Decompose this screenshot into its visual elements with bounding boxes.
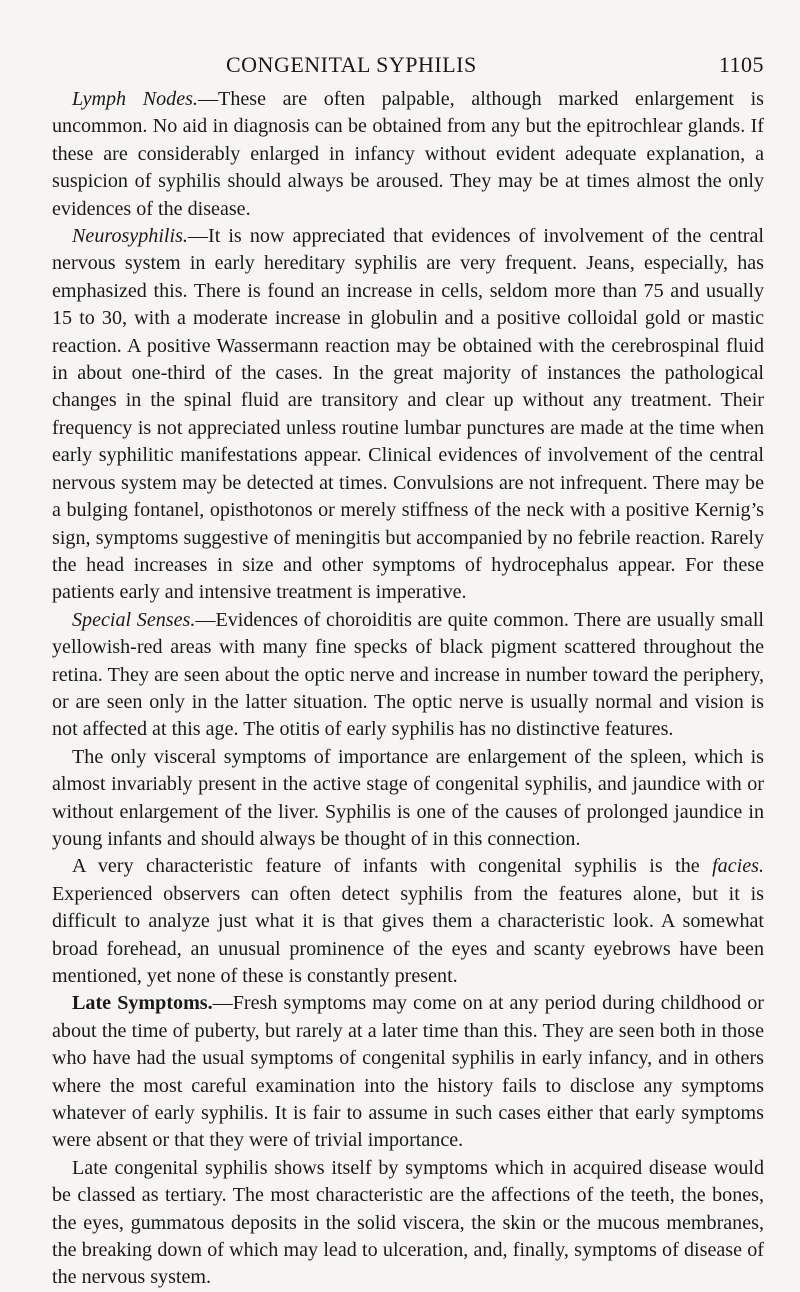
page-number: 1105	[718, 52, 764, 77]
text-neurosyphilis: —It is now appreciated that evidences of involvement of the central nervous system in early hereditary syphilis are very frequent. Jeans, especially, has emphasized this. There is found an increase in cells, seldom more than 75 and usually 15 to 30, with a moderate increase in globulin and a positive colloidal gold or mastic reaction. A positive Wassermann reaction may be obtained with the cerebrospinal fluid in about one-third of the cases. In the great majority of instances the pathological changes in the spinal fluid are transitory and clear up without any treatment. Their frequency is not appreciated unless routine lumbar punctures are made at the time when early syphilitic manifestations appear. Clinical evidences of involvement of the central nervous system may be detected at times. Convulsions are not infrequent. There may be a bulging fontanel, opisthotonos or merely stiffness of the neck with a positive Kernig’s sign, symptoms suggestive of meningitis but accompanied by no febrile reaction. Rarely the head increases in size and other symptoms of hydrocephalus appear. For these patients early and intensive treatment is imperative.	[52, 225, 764, 604]
text-late-symptoms: —Fresh symptoms may come on at any period during childhood or about the time of puberty, but rarely at a later time than this. They are seen both in those who have had the usual symptoms of congenital syphilis in early infancy, and in others where the most careful examination into the history fails to disclose any symptoms whatever of early syphilis. It is fair to assume in such cases either that early symptoms were absent or that they were of trivial importance.	[52, 992, 764, 1152]
page	[52, 52, 764, 1292]
text-special-senses: —Evidences of choroiditis are quite common. There are usually small yellowish-red areas with many fine specks of black pigment scattered throughout the retina. They are seen about the optic nerve and increase in number toward the periphery, or are seen only in the latter situation. The optic nerve is usually normal and vision is not affected at this age. The otitis of early syphilis has no distinctive features.	[52, 608, 764, 741]
text-late-congenital: Late congenital syphilis shows itself by symptoms which in acquired disease would be classed as tertiary. The most characteristic are the affections of the teeth, the bones, the eyes, gummatous deposits in the solid viscera, the skin or the mucous membranes, the breaking down of which may lead to ulceration, and, finally, symptoms of disease of the nervous system.	[52, 1156, 764, 1289]
paragraph-late-congenital	[52, 1155, 764, 1292]
heading-neurosyphilis: Neurosyphilis.	[72, 225, 188, 248]
text-lymph-nodes: —These are often palpable, although marked enlargement is uncommon. No aid in diagnosis can be obtained from any but the epitrochlear glands. If these are considerably enlarged in infancy without evident adequate explanation, a suspicion of syphilis should always be aroused. They may be at times almost the only evidences of the disease.	[52, 88, 764, 220]
paragraph-lymph-nodes	[52, 86, 764, 223]
text-visceral: The only visceral symptoms of importance are enlargement of the spleen, which is almost invariably present in the active stage of congenital syphilis, and jaundice with or without enlargement of the liver. Syphilis is one of the causes of prolonged jaundice in young infants and should always be thought of in this connection.	[52, 745, 764, 850]
body-text	[52, 86, 764, 1292]
heading-late-symptoms: Late Symptoms.	[72, 992, 213, 1015]
text-facies-before: A very characteristic feature of infants with congenital syphilis is the	[72, 855, 713, 878]
paragraph-late-symptoms	[52, 990, 764, 1154]
running-head	[52, 52, 764, 86]
paragraph-neurosyphilis	[52, 223, 764, 607]
paragraph-visceral	[52, 744, 764, 854]
paragraph-special-senses	[52, 607, 764, 744]
text-facies-after: Experienced observers can often detect syphilis from the features alone, but it is difficult to analyze just what it is that gives them a characteristic look. A somewhat broad forehead, an unusual prominence of the eyes and scanty eyebrows have been mentioned, yet none of these is constantly present.	[52, 882, 764, 987]
running-title: CONGENITAL SYPHILIS	[226, 52, 477, 77]
term-facies: facies.	[712, 855, 764, 878]
heading-special-senses: Special Senses.	[72, 608, 196, 631]
heading-lymph-nodes: Lymph Nodes.	[72, 88, 198, 110]
paragraph-facies	[52, 853, 764, 990]
